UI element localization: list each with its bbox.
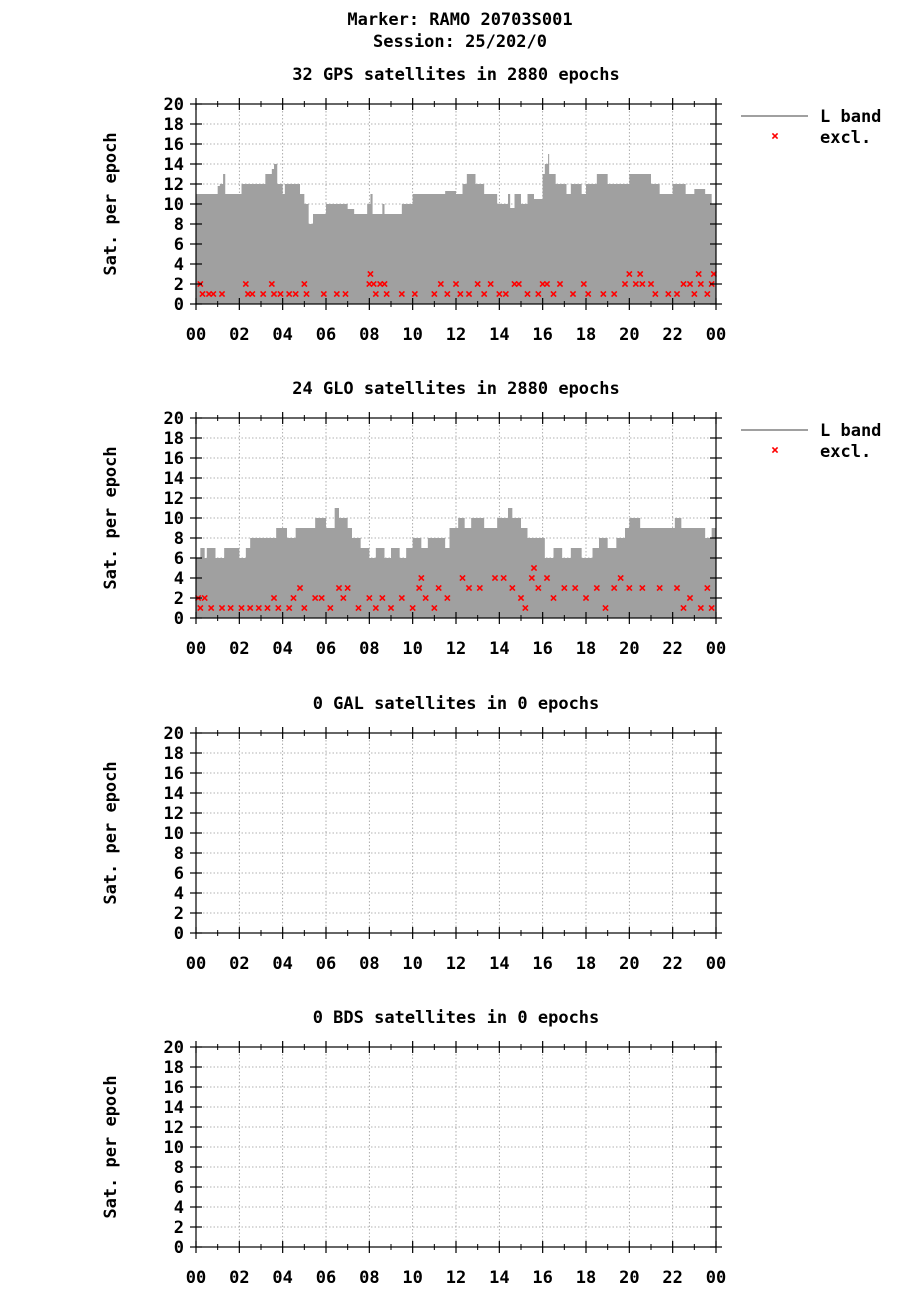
legend-lband-label: L band bbox=[820, 107, 882, 127]
x-tick-label: 22 bbox=[662, 954, 683, 974]
x-tick-label: 04 bbox=[272, 954, 293, 974]
legend-excl-swatch bbox=[772, 133, 777, 138]
y-tick-label: 20 bbox=[163, 95, 184, 115]
y-tick-label: 18 bbox=[163, 1058, 184, 1078]
y-tick-label: 10 bbox=[163, 1138, 184, 1158]
x-tick-label: 08 bbox=[359, 954, 380, 974]
y-tick-label: 0 bbox=[173, 295, 184, 315]
x-tick-label: 20 bbox=[619, 954, 640, 974]
x-tick-label: 08 bbox=[359, 325, 380, 345]
x-tick-label: 18 bbox=[575, 639, 597, 659]
y-tick-label: 10 bbox=[163, 509, 184, 529]
x-tick-label: 18 bbox=[575, 1268, 597, 1288]
y-tick-label: 0 bbox=[173, 924, 184, 944]
x-tick-label: 00 bbox=[705, 1268, 727, 1288]
y-tick-label: 2 bbox=[173, 904, 184, 924]
y-tick-label: 20 bbox=[163, 1038, 184, 1058]
y-tick-label: 6 bbox=[173, 549, 184, 569]
y-tick-label: 2 bbox=[173, 1218, 184, 1238]
y-tick-label: 20 bbox=[163, 409, 184, 429]
y-tick-label: 20 bbox=[163, 724, 184, 744]
x-tick-label: 12 bbox=[445, 1268, 467, 1288]
x-tick-label: 02 bbox=[229, 954, 250, 974]
x-tick-label: 10 bbox=[402, 325, 423, 345]
marker-title: Marker: RAMO 20703S001 bbox=[347, 10, 573, 30]
x-tick-label: 14 bbox=[489, 325, 510, 345]
x-tick-label: 00 bbox=[705, 954, 727, 974]
x-tick-label: 20 bbox=[619, 1268, 640, 1288]
x-tick-label: 20 bbox=[619, 639, 640, 659]
x-tick-label: 20 bbox=[619, 325, 640, 345]
x-tick-label: 18 bbox=[575, 325, 597, 345]
x-tick-label: 10 bbox=[402, 954, 423, 974]
x-tick-label: 00 bbox=[185, 1268, 207, 1288]
y-tick-label: 14 bbox=[163, 1098, 184, 1118]
y-tick-label: 12 bbox=[163, 175, 184, 195]
chart-title: 24 GLO satellites in 2880 epochs bbox=[292, 379, 620, 399]
y-tick-label: 8 bbox=[173, 215, 184, 235]
x-tick-label: 06 bbox=[315, 954, 337, 974]
x-tick-label: 00 bbox=[705, 639, 727, 659]
x-tick-label: 16 bbox=[532, 1268, 553, 1288]
y-tick-label: 4 bbox=[173, 569, 184, 589]
x-tick-label: 08 bbox=[359, 1268, 380, 1288]
x-tick-label: 22 bbox=[662, 1268, 683, 1288]
x-tick-label: 00 bbox=[185, 954, 207, 974]
legend-excl-label: excl. bbox=[820, 128, 872, 148]
chart-title: 0 GAL satellites in 0 epochs bbox=[312, 694, 600, 714]
x-tick-label: 06 bbox=[315, 1268, 337, 1288]
x-tick-label: 02 bbox=[229, 639, 250, 659]
session-title: Session: 25/202/0 bbox=[373, 32, 547, 52]
y-axis-label: Sat. per epoch bbox=[101, 761, 121, 905]
y-tick-label: 16 bbox=[163, 1078, 184, 1098]
y-tick-label: 8 bbox=[173, 1158, 184, 1178]
y-tick-label: 14 bbox=[163, 469, 184, 489]
y-tick-label: 14 bbox=[163, 784, 184, 804]
y-tick-label: 16 bbox=[163, 764, 184, 784]
x-tick-label: 12 bbox=[445, 325, 467, 345]
x-tick-label: 16 bbox=[532, 325, 553, 345]
y-tick-label: 4 bbox=[173, 884, 184, 904]
x-tick-label: 14 bbox=[489, 1268, 510, 1288]
x-tick-label: 02 bbox=[229, 325, 250, 345]
y-tick-label: 12 bbox=[163, 489, 184, 509]
y-tick-label: 0 bbox=[173, 1238, 184, 1258]
x-tick-label: 16 bbox=[532, 639, 553, 659]
y-axis-label: Sat. per epoch bbox=[101, 132, 121, 276]
y-tick-label: 8 bbox=[173, 844, 184, 864]
y-tick-label: 16 bbox=[163, 449, 184, 469]
x-tick-label: 14 bbox=[489, 639, 510, 659]
x-tick-label: 18 bbox=[575, 954, 597, 974]
x-tick-label: 04 bbox=[272, 1268, 293, 1288]
legend-excl-swatch bbox=[772, 447, 777, 452]
legend-lband-label: L band bbox=[820, 421, 882, 441]
x-tick-label: 04 bbox=[272, 325, 293, 345]
y-tick-label: 18 bbox=[163, 429, 184, 449]
x-tick-label: 12 bbox=[445, 954, 467, 974]
chart-title: 32 GPS satellites in 2880 epochs bbox=[292, 65, 620, 85]
y-axis-label: Sat. per epoch bbox=[101, 1075, 121, 1219]
x-tick-label: 00 bbox=[705, 325, 727, 345]
x-tick-label: 06 bbox=[315, 325, 337, 345]
y-tick-label: 12 bbox=[163, 804, 184, 824]
y-tick-label: 4 bbox=[173, 255, 184, 275]
x-tick-label: 02 bbox=[229, 1268, 250, 1288]
x-tick-label: 16 bbox=[532, 954, 553, 974]
y-tick-label: 12 bbox=[163, 1118, 184, 1138]
y-tick-label: 16 bbox=[163, 135, 184, 155]
x-tick-label: 12 bbox=[445, 639, 467, 659]
x-tick-label: 00 bbox=[185, 325, 207, 345]
y-tick-label: 14 bbox=[163, 155, 184, 175]
y-tick-label: 2 bbox=[173, 275, 184, 295]
x-tick-label: 00 bbox=[185, 639, 207, 659]
x-tick-label: 14 bbox=[489, 954, 510, 974]
chart-title: 0 BDS satellites in 0 epochs bbox=[312, 1008, 600, 1028]
y-tick-label: 8 bbox=[173, 529, 184, 549]
y-tick-label: 10 bbox=[163, 824, 184, 844]
y-tick-label: 18 bbox=[163, 115, 184, 135]
y-axis-label: Sat. per epoch bbox=[101, 446, 121, 590]
y-tick-label: 6 bbox=[173, 864, 184, 884]
y-tick-label: 6 bbox=[173, 1178, 184, 1198]
y-tick-label: 18 bbox=[163, 744, 184, 764]
y-tick-label: 6 bbox=[173, 235, 184, 255]
legend-excl-label: excl. bbox=[820, 442, 872, 462]
x-tick-label: 06 bbox=[315, 639, 337, 659]
y-tick-label: 4 bbox=[173, 1198, 184, 1218]
x-tick-label: 22 bbox=[662, 325, 683, 345]
y-tick-label: 10 bbox=[163, 195, 184, 215]
x-tick-label: 04 bbox=[272, 639, 293, 659]
x-tick-label: 10 bbox=[402, 1268, 423, 1288]
x-tick-label: 10 bbox=[402, 639, 423, 659]
y-tick-label: 2 bbox=[173, 589, 184, 609]
x-tick-label: 22 bbox=[662, 639, 683, 659]
y-tick-label: 0 bbox=[173, 609, 184, 629]
x-tick-label: 08 bbox=[359, 639, 380, 659]
